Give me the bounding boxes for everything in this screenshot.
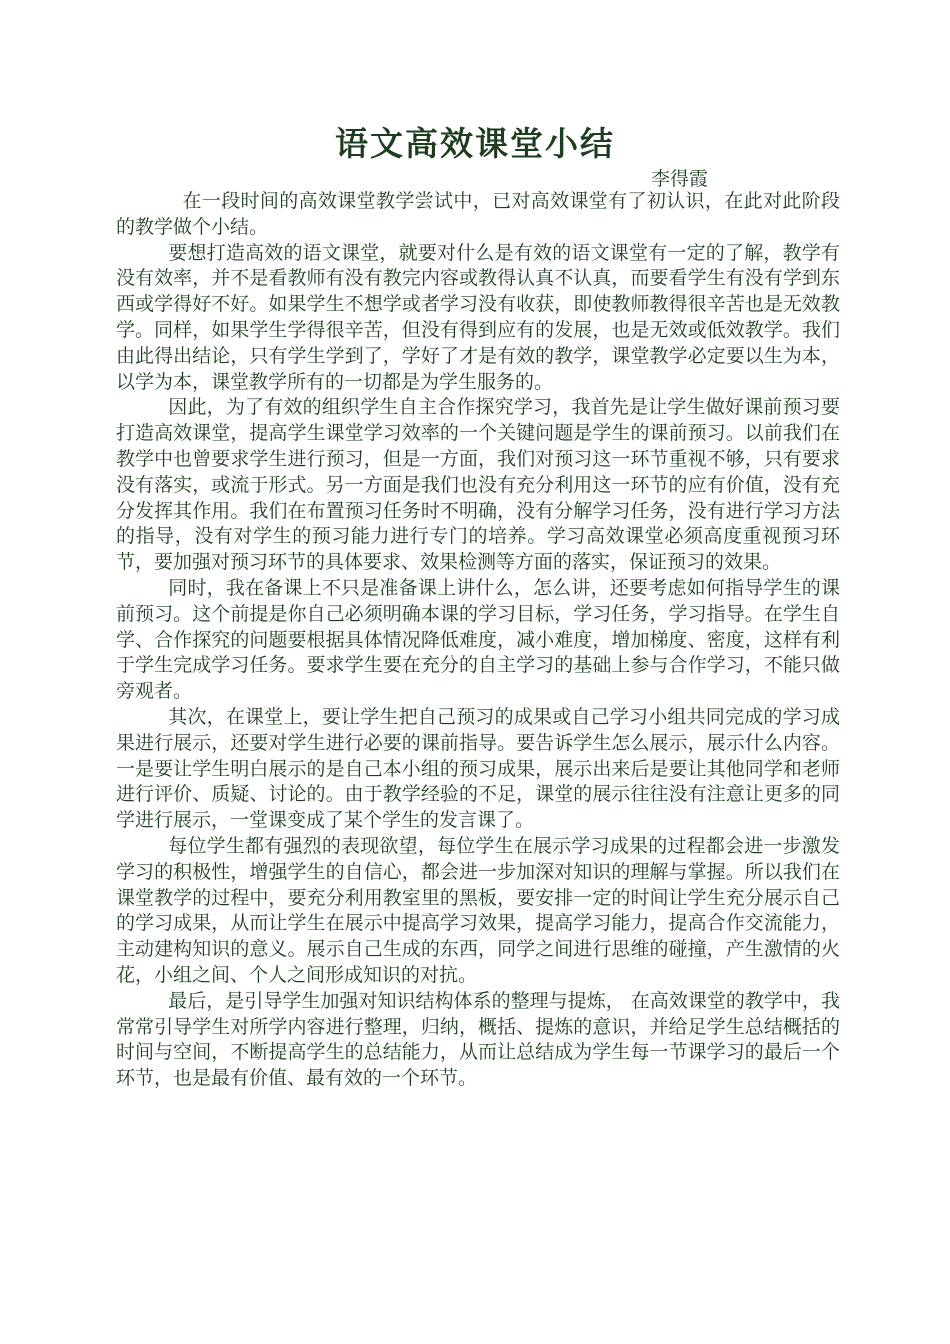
author-name: 李得霞 xyxy=(651,168,709,190)
paragraph-presentation: 其次，在课堂上，要让学生把自己预习的成果或自己学习小组共同完成的学习成果进行展示，还要对学生进行必要的课前指导。要告诉学生怎么展示，展示什么内容。一是要让学生明白展示的是自己本小组的预习成果，展示出来后是要让其他同学和老师进行评价、质疑、讨论的。由于教学经验的不足，课堂的展示往往没有注意让更多的同学进行展示，一堂课变成了某个学生的发言课了。 xyxy=(116,705,840,832)
paragraph-effective-classroom: 要想打造高效的语文课堂，就要对什么是有效的语文课堂有一定的了解，教学有没有效率，并不是看教师有没有教完内容或教得认真不认真，而要看学生有没有学到东西或学得好不好。如果学生不想学或者学习没有收获，即使教师教得很辛苦也是无效教学。同样，如果学生学得很辛苦，但没有得到应有的发展，也是无效或低效教学。我们由此得出结论，只有学生学到了，学好了才是有效的教学，课堂教学必定要以生为本，以学为本，课堂教学所有的一切都是为学生服务的。 xyxy=(116,241,840,393)
paragraph-lesson-prep: 同时，我在备课上不只是准备课上讲什么，怎么讲，还要考虑如何指导学生的课前预习。这个前提是你自己必须明确本课的学习目标，学习任务，学习指导。在学生自学、合作探究的问题要根据具体情况降低难度，减小难度，增加梯度、密度，这样有利于学生完成学习任务。要求学生要在充分的自主学习的基础上参与合作学习，不能只做旁观者。 xyxy=(116,576,840,703)
paragraph-student-expression: 每位学生都有强烈的表现欲望，每位学生在展示学习成果的过程都会进一步激发学习的积极性，增强学生的自信心，都会进一步加深对知识的理解与掌握。所以我们在课堂教学的过程中，要充分利用教室里的黑板，要安排一定的时间让学生充分展示自己的学习成果，从而让学生在展示中提高学习效果，提高学习能力，提高合作交流能力，主动建构知识的意义。展示自己生成的东西，同学之间进行思维的碰撞，产生激情的火花，小组之间、个人之间形成知识的对抗。 xyxy=(116,834,840,986)
document-title: 语文高效课堂小结 xyxy=(335,124,615,163)
paragraph-summary: 最后，是引导学生加强对知识结构体系的整理与提炼， 在高效课堂的教学中，我常常引导学生对所学内容进行整理，归纳，概括、提炼的意识，并给足学生总结概括的时间与空间，不断提高学生的总结能力，从而让总结成为学生每一节课学习的最后一个环节，也是最有价值、最有效的一个环节。 xyxy=(116,989,840,1090)
paragraph-preview: 因此，为了有效的组织学生自主合作探究学习，我首先是让学生做好课前预习要打造高效课堂，提高学生课堂学习效率的一个关键问题是学生的课前预习。以前我们在教学中也曾要求学生进行预习，但是一方面，我们对预习这一环节重视不够，只有要求没有落实，或流于形式。另一方面是我们也没有充分利用这一环节的应有价值，没有充分发挥其作用。我们在布置预习任务时不明确，没有分解学习任务，没有进行学习方法的指导，没有对学生的预习能力进行专门的培养。学习高效课堂必须高度重视预习环节，要加强对预习环节的具体要求、效果检测等方面的落实，保证预习的效果。 xyxy=(116,396,840,574)
paragraph-intro: 在一段时间的高效课堂教学尝试中，已对高效课堂有了初认识，在此对此阶段的教学做个小结。 xyxy=(116,190,840,238)
document-body xyxy=(116,189,840,1092)
